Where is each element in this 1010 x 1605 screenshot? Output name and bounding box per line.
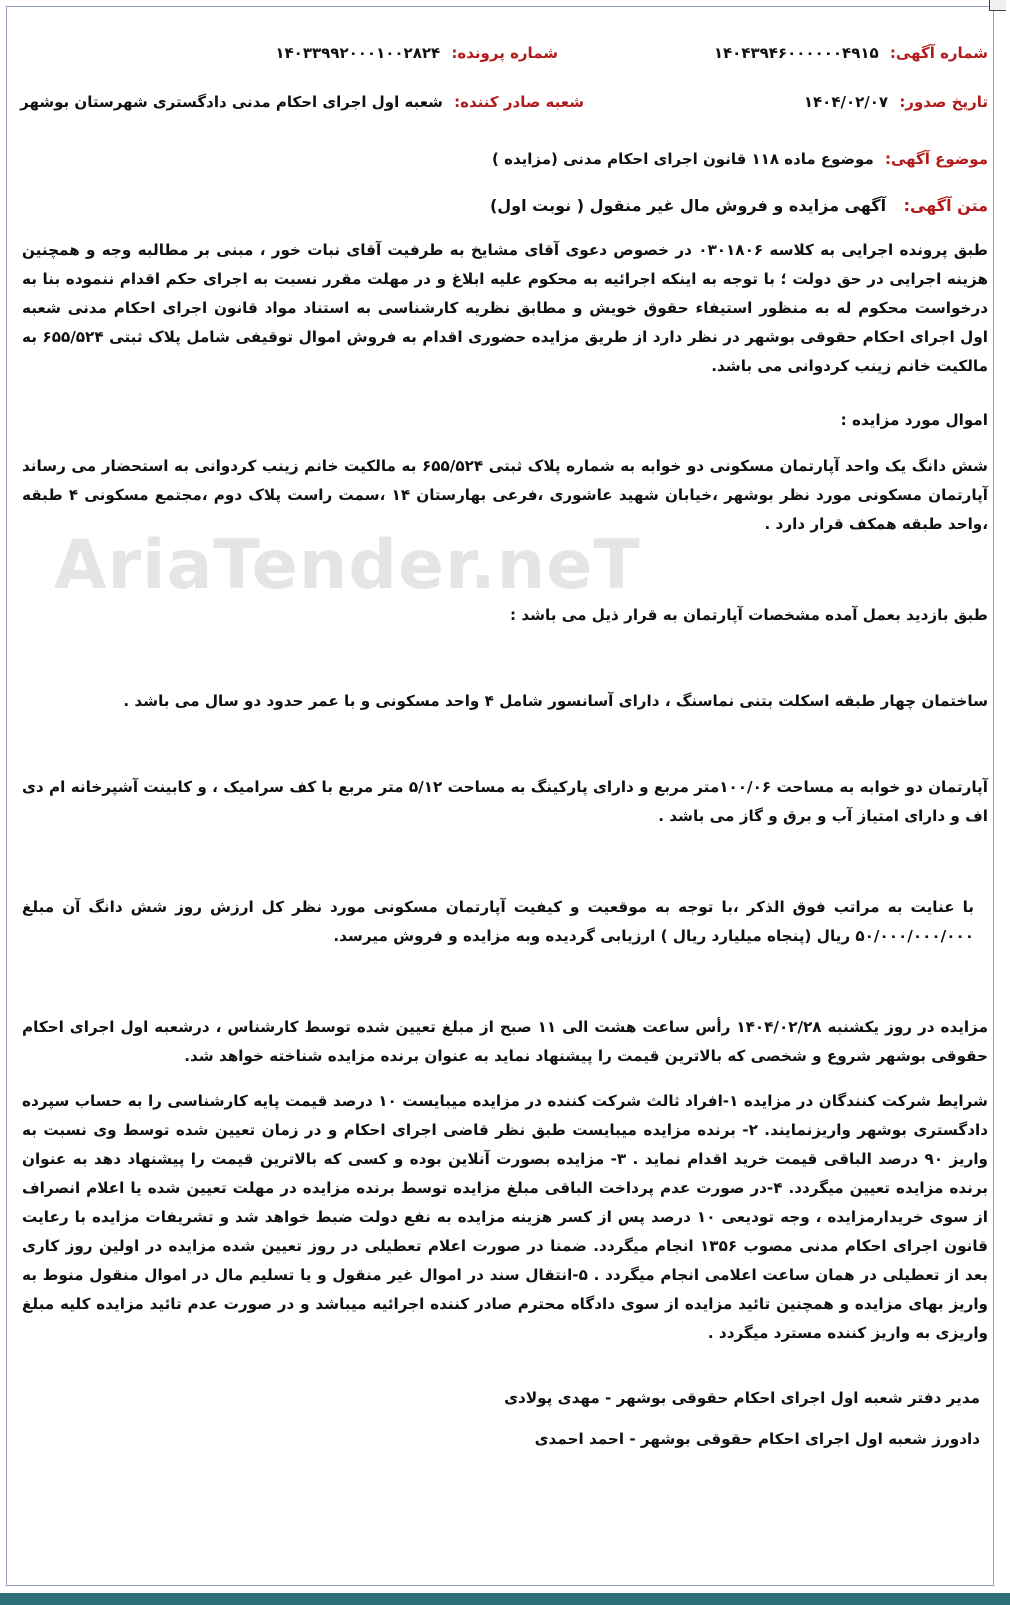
signature-1-block [22, 1384, 980, 1413]
building-text: ساختمان چهار طبقه اسکلت بتنی نماسنگ ، دارای آسانسور شامل ۴ واحد مسکونی و با عمر حدود دو سال می باشد . [123, 692, 988, 710]
visit-intro-block [22, 601, 988, 630]
text-title-row [490, 196, 988, 215]
auction-text: مزایده در روز یکشنبه ۱۴۰۴/۰۲/۲۸ رأس ساعت هشت الی ۱۱ صبح از مبلغ تعیین شده توسط کارشناس ، درشعبه اول اجرای احکام حقوقی بوشهر شروع و شخصی که بالاترین قیمت را پیشنهاد نماید به عنوان برنده مزایده شناخته خواهد شد. [22, 1018, 988, 1065]
signature-2: دادورز شعبه اول اجرای احکام حقوقی بوشهر - احمد احمدی [534, 1430, 980, 1448]
bottom-bar [0, 1593, 1010, 1605]
visit-intro: طبق بازدید بعمل آمده مشخصات آپارتمان به قرار ذیل می باشد : [509, 606, 988, 624]
issuer: شعبه اول اجرای احکام مدنی دادگستری شهرستان بوشهر [20, 93, 443, 111]
case-number: ۱۴۰۳۳۹۹۲۰۰۰۱۰۰۲۸۲۴ [275, 44, 441, 62]
apartment-text: آپارتمان دو خوابه به مساحت ۱۰۰/۰۶متر مربع و دارای پارکینگ به مساحت ۵/۱۲ متر مربع با کف سرامیک ، و کابینت آشپرخانه ام دی اف و دارای امتیاز آب و برق و گاز می باشد . [22, 778, 988, 825]
apartment-paragraph [22, 773, 988, 831]
items-heading-block [22, 406, 988, 435]
subject: موضوع ماده ۱۱۸ قانون اجرای احکام مدنی (مزایده ) [492, 150, 874, 168]
signature-2-block [22, 1425, 980, 1454]
conditions-text: شرایط شرکت کنندگان در مزایده ۱-افراد ثالث شرکت کننده در مزایده میبایست ۱۰ درصد قیمت پایه کارشناسی را به حساب سپرده دادگستری بوشهر واریزنمایند. ۲- برنده مزایده میبایست طبق نظر قاضی اجرای احکام و در زمان تعیین شده توسط وی نسبت به واریز ۹۰ درصد الباقی قیمت خرید اقدام نماید . ۳- مزایده بصورت آنلاین بوده و کسی که بالاترین قیمت را پیشنهاد دهد به عنوان برنده مزایده تعیین میگردد. ۴-در صورت عدم پرداخت الباقی مبلغ مزایده توسط برنده مزایده در مهلت تعیین شده یا اعلام انصراف از سوی خریدارمزایده ، وجه تودیعی ۱۰ درصد پس از کسر هزینه مزایده به نفع دولت ضبط خواهد شد و تشریفات مزایده با رعایت قانون اجرای احکام مدنی مصوب ۱۳۵۶ انجام میگردد. ضمنا در صورت اعلام تعطیلی در روز تعیین شده مزایده در اولین روز کاری بعد از تعطیلی در همان ساعت اعلامی انجام میگردد . ۵-انتقال سند در اموال غیر منقول و یا تسلیم مال در اموال منقول منوط به واریز بهای مزایده و همچنین تائید مزایده از سوی دادگاه محترم صادر کننده اجرائیه میباشد و در صورت عدم تائید مزایده کلیه مبلغ واریزی به واریز کننده مسترد میگردد . [22, 1092, 989, 1342]
issuer-row [20, 93, 584, 111]
auction-paragraph [22, 1013, 988, 1071]
conditions-paragraph [22, 1087, 988, 1348]
notice-number-row [714, 44, 988, 62]
text-label: متن آگهی: [903, 196, 988, 215]
items-text: شش دانگ یک واحد آپارتمان مسکونی دو خوابه به شماره پلاک ثبتی ۶۵۵/۵۲۴ به مالکیت خانم زینب کردوانی به استحضار می رساند آپارتمان مسکونی مورد نظر بوشهر ،خیابان شهید عاشوری ،فرعی بهارستان ۱۴ ،سمت راست پلاک دوم ،مجتمع مسکونی ۴ طبقه ،واحد طبقه همکف قرار دارد . [22, 457, 989, 533]
building-paragraph [22, 687, 988, 716]
issue-date-label: تاریخ صدور: [899, 93, 988, 111]
intro-paragraph [22, 236, 988, 381]
subject-label: موضوع آگهی: [884, 150, 988, 168]
notice-number: ۱۴۰۴۳۹۴۶۰۰۰۰۰۰۴۹۱۵ [713, 44, 879, 62]
text-title: آگهی مزایده و فروش مال غیر منقول ( نوبت اول) [489, 196, 887, 215]
subject-row [492, 150, 988, 168]
issuer-label: شعبه صادر کننده: [454, 93, 584, 111]
items-paragraph [22, 452, 988, 539]
case-number-label: شماره پرونده: [451, 44, 558, 62]
window-corner-icon [989, 0, 1006, 11]
notice-number-label: شماره آگهی: [889, 44, 988, 62]
issue-date: ۱۴۰۴/۰۲/۰۷ [803, 93, 889, 111]
case-number-row [275, 44, 558, 62]
valuation-text: با عنایت به مراتب فوق الذکر ،با توجه به موقعیت و کیفیت آپارتمان مسکونی مورد نظر کل ارزش روز شش دانگ آن مبلغ ۵۰/۰۰۰/۰۰۰/۰۰۰ ریال (پنجاه میلیارد ریال ) ارزیابی گردیده وبه مزایده و فروش میرسد. [22, 898, 974, 945]
issue-date-row [804, 93, 988, 111]
signature-1: مدیر دفتر شعبه اول اجرای احکام حقوقی بوشهر - مهدی پولادی [504, 1389, 980, 1407]
valuation-paragraph [22, 893, 974, 951]
items-heading: اموال مورد مزایده : [840, 411, 988, 429]
watermark-text: AriaTender.neT [54, 525, 641, 605]
intro-text: طبق پرونده اجرایی به کلاسه ۰۳۰۱۸۰۶ در خصوص دعوی آقای مشایخ به طرفیت آقای نبات خور ، مبنی بر مطالبه وجه و همچنین هزینه اجرایی در حق دولت ؛ با توجه به اینکه اجرائیه به محکوم علیه ابلاغ و در مهلت مقرر نسبت به اجرای حکم اقدام ننموده بنا به درخواست محکوم له به منظور استیفاء حقوق خویش و مطابق نظریه کارشناسی به استناد مواد قانون اجرای احکام مدنی شعبه اول اجرای احکام حقوقی بوشهر در نظر دارد از طریق مزایده حضوری اقدام به فروش اموال توقیفی شامل پلاک ثبتی ۶۵۵/۵۲۴ به مالکیت خانم زینب کردوانی می باشد. [22, 241, 989, 375]
